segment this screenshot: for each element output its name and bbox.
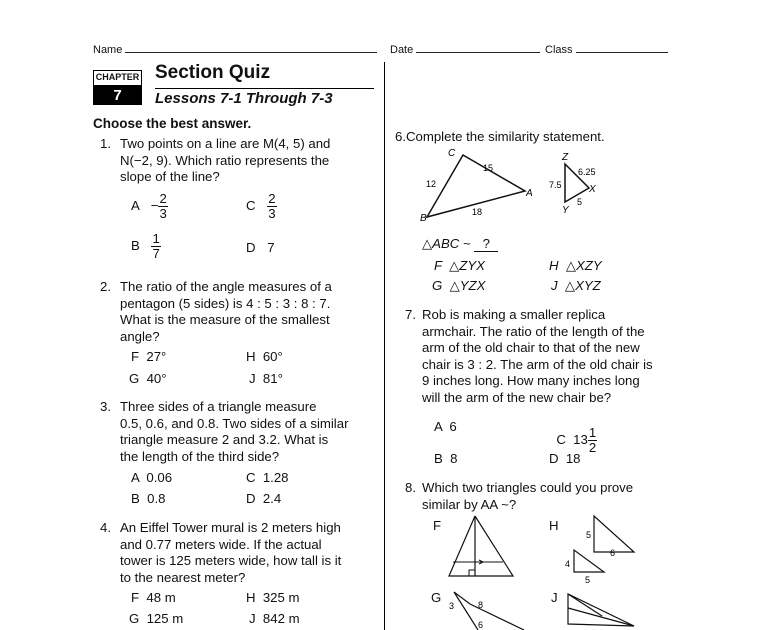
- side-label: 5: [577, 197, 583, 207]
- date-blank[interactable]: [416, 43, 540, 53]
- q4-option-g[interactable]: G 125 m: [129, 611, 184, 626]
- q4-option-h[interactable]: H 325 m: [246, 590, 300, 605]
- q3-option-b[interactable]: B 0.8: [131, 491, 166, 506]
- q6-option-j[interactable]: J △XYZ: [551, 278, 601, 293]
- option-value: C 13: [556, 431, 588, 447]
- question-line: N(−2, 9). Which ratio represents the: [120, 152, 330, 168]
- question-number: 2.: [100, 279, 111, 294]
- q1-option-c[interactable]: [246, 192, 277, 221]
- class-blank[interactable]: [576, 43, 668, 53]
- question-line: An Eiffel Tower mural is 2 meters high: [120, 520, 341, 535]
- q8-option-f[interactable]: F: [433, 518, 442, 533]
- question-line: angle?: [120, 328, 160, 344]
- side-label: 5: [586, 530, 592, 540]
- vertex-label: Y: [562, 205, 569, 216]
- question-line: Rob is making a smaller replica: [422, 307, 606, 322]
- question-number: 7.: [405, 307, 416, 322]
- right-angle-mark: [469, 570, 475, 576]
- fraction-denominator: 2: [588, 440, 597, 455]
- question-number: 1.: [100, 136, 111, 151]
- vertex-label: A: [526, 188, 533, 199]
- side-label: 12: [426, 179, 437, 189]
- vertex-label: B: [420, 213, 427, 224]
- fraction: [151, 232, 160, 261]
- inner-line: [568, 608, 634, 626]
- side-label: 7.5: [549, 180, 562, 190]
- triangle-xyz-figure: [545, 150, 610, 220]
- q1-option-b[interactable]: [131, 232, 161, 261]
- question-line: armchair. The ratio of the length of the: [422, 323, 645, 339]
- q8-figure-j: [562, 590, 642, 630]
- fraction: [588, 426, 597, 455]
- side-label: 4: [565, 559, 571, 569]
- question-line: tower is 125 meters wide, how tall is it: [120, 553, 342, 568]
- question-line: chair is 3 : 2. The arm of the old chair is: [422, 356, 653, 372]
- question-line: pentagon (5 sides) is 4 : 5 : 3 : 8 : 7.: [120, 295, 331, 311]
- triangle-small: [574, 550, 604, 572]
- column-divider: [384, 62, 385, 630]
- q3-option-d[interactable]: D 2.4: [246, 491, 282, 506]
- q1-option-a[interactable]: [131, 192, 168, 221]
- q7-option-c[interactable]: [549, 411, 597, 455]
- q8-figure-h: [560, 510, 640, 590]
- class-label: Class: [545, 44, 573, 56]
- side-label: 6.25: [578, 167, 596, 177]
- chapter-badge: [93, 70, 142, 105]
- option-letter: B: [131, 237, 140, 253]
- q2-option-j[interactable]: J 81°: [249, 371, 283, 386]
- q8-figure-g: [440, 588, 535, 630]
- question-number: 8.: [405, 480, 416, 495]
- name-blank[interactable]: [125, 43, 377, 53]
- question-line: 0.5, 0.6, and 0.8. Two sides of a similar: [120, 415, 349, 431]
- question-line: the length of the third side?: [120, 448, 280, 464]
- q7-option-d[interactable]: D 18: [549, 451, 581, 466]
- q6-option-f[interactable]: F △ZYX: [434, 258, 485, 273]
- question-line: and 0.77 meters wide. If the actual: [120, 536, 322, 552]
- side-label: 8: [478, 600, 484, 610]
- option-letter: C: [246, 197, 256, 213]
- triangle-abc-figure: [415, 145, 545, 225]
- answer-blank[interactable]: ?: [474, 236, 498, 252]
- q7-option-a[interactable]: A 6: [434, 419, 457, 434]
- q3-option-a[interactable]: A 0.06: [131, 470, 173, 485]
- question-line: triangle measure 2 and 3.2. What is: [120, 432, 329, 447]
- name-label: Name: [93, 44, 123, 56]
- triangle-outline: [449, 516, 513, 576]
- triangle-side: [454, 592, 524, 630]
- q6-option-h[interactable]: H △XZY: [549, 258, 602, 273]
- side-label: 18: [472, 207, 483, 217]
- title-rule: [155, 88, 374, 89]
- fraction: [158, 192, 167, 221]
- chapter-label: CHAPTER: [93, 70, 142, 86]
- question-line: What is the measure of the smallest: [120, 312, 330, 327]
- question-line: 9 inches long. How many inches long: [422, 373, 640, 388]
- question-line: Which two triangles could you prove: [422, 480, 634, 495]
- side-label: 15: [483, 163, 494, 173]
- vertex-label: X: [589, 184, 596, 195]
- q4-option-j[interactable]: J 842 m: [249, 611, 300, 626]
- fraction: [267, 192, 276, 221]
- q2-option-f[interactable]: F 27°: [131, 349, 167, 364]
- option-value: 7: [267, 240, 275, 255]
- class-field: [545, 43, 668, 56]
- question-number: 4.: [100, 520, 111, 535]
- vertex-label: Z: [562, 152, 569, 163]
- fraction-numerator: 2: [159, 191, 167, 206]
- q8-option-h[interactable]: H: [549, 518, 559, 533]
- date-field: [390, 43, 540, 56]
- vertex-label: C: [448, 148, 456, 159]
- fraction-numerator: 1: [588, 425, 597, 440]
- side-label: 3: [449, 601, 455, 611]
- q6-option-g[interactable]: G △YZX: [432, 278, 486, 293]
- chapter-number: 7: [93, 86, 142, 105]
- q8-option-j[interactable]: J: [551, 590, 558, 605]
- option-letter: A: [131, 197, 140, 213]
- q3-option-c[interactable]: C 1.28: [246, 470, 289, 485]
- question-6: [395, 129, 605, 146]
- fraction-denominator: 3: [159, 206, 167, 221]
- triangle-large: [594, 516, 634, 552]
- fraction-numerator: 2: [268, 191, 276, 206]
- statement-text: △ABC ~: [422, 236, 471, 251]
- option-letter: D: [246, 240, 256, 255]
- similarity-statement: [422, 236, 498, 252]
- q2-option-h[interactable]: H 60°: [246, 349, 283, 364]
- question-number: 3.: [100, 399, 111, 414]
- question-line: similar by AA ~?: [422, 496, 517, 512]
- fraction-denominator: 7: [152, 246, 160, 261]
- q1-option-d[interactable]: [246, 240, 275, 255]
- triangle-side: [454, 592, 478, 630]
- instructions: Choose the best answer.: [93, 116, 252, 131]
- question-line: Three sides of a triangle measure: [120, 399, 317, 414]
- side-label: 6: [610, 548, 616, 558]
- question-line: arm of the old chair to that of the new: [422, 340, 640, 355]
- question-number: 6.: [395, 129, 406, 144]
- page-title: Section Quiz: [155, 62, 271, 83]
- q7-option-b[interactable]: B 8: [434, 451, 458, 466]
- fraction-numerator: 1: [152, 231, 160, 246]
- q8-figure-f: [445, 512, 520, 582]
- side-label: 5: [585, 575, 591, 585]
- name-field: [93, 43, 377, 56]
- fraction-denominator: 3: [268, 206, 276, 221]
- page-subtitle: Lessons 7-1 Through 7-3: [155, 90, 333, 107]
- question-line: to the nearest meter?: [120, 569, 246, 585]
- date-label: Date: [390, 44, 414, 56]
- triangle-outline: [568, 594, 634, 626]
- q4-option-f[interactable]: F 48 m: [131, 590, 176, 605]
- question-line: slope of the line?: [120, 169, 220, 184]
- question-line: will the arm of the new chair be?: [422, 389, 612, 405]
- side-label: 6: [478, 620, 484, 630]
- q8-option-g[interactable]: G: [431, 590, 442, 605]
- question-text: Complete the similarity statement.: [406, 129, 605, 144]
- question-line: The ratio of the angle measures of a: [120, 279, 332, 294]
- option-sign: −: [150, 197, 159, 213]
- question-line: Two points on a line are M(4, 5) and: [120, 136, 331, 151]
- q2-option-g[interactable]: G 40°: [129, 371, 167, 386]
